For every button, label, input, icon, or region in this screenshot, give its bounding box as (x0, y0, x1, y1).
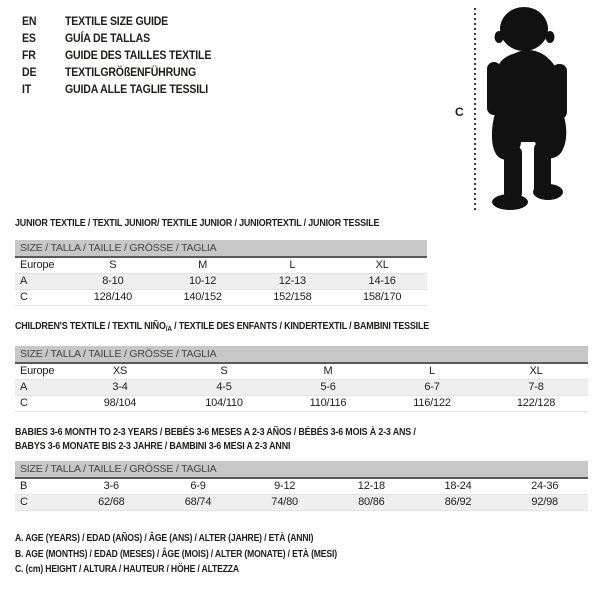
size-header-bar: SIZE / TALLA / TAILLE / GRÖSSE / TAGLIA (15, 346, 588, 364)
row-label: A (20, 275, 28, 287)
section-title-babies (15, 425, 416, 453)
size-cell: 92/98 (531, 496, 558, 508)
section-title-junior: JUNIOR TEXTILE / TEXTIL JUNIOR/ TEXTILE JUNIOR / JUNIORTEXTIL / JUNIOR TESSILE (15, 217, 380, 229)
size-cell: 86/92 (444, 496, 472, 508)
legend-notes (15, 531, 408, 578)
size-cell: M (323, 365, 333, 377)
guide-title: GUIDA ALLE TAGLIE TESSILI (65, 82, 209, 96)
size-cell: 18-24 (444, 480, 472, 492)
size-cell: 152/158 (273, 291, 312, 303)
size-cell: 80/86 (358, 496, 385, 508)
size-cell: XS (112, 365, 128, 377)
size-cell: L (429, 365, 435, 377)
size-cell: 74/80 (271, 496, 298, 508)
size-cell: 10-12 (189, 275, 217, 287)
language-code: FR (22, 48, 36, 62)
table-row (15, 258, 427, 274)
junior-size-table (15, 240, 427, 306)
language-row (22, 30, 231, 47)
size-cell: 122/128 (516, 397, 556, 409)
legend-note-c: C. (cm) HEIGHT / ALTURA / HAUTEUR / HÖHE / ALTEZZA (15, 563, 239, 575)
language-code: IT (22, 82, 32, 96)
size-cell: 116/122 (413, 397, 451, 409)
size-cell: 158/170 (362, 291, 402, 303)
babies-size-table (15, 461, 588, 511)
section-title-text: / TEXTILE DES ENFANTS / KINDERTEXTIL / BAMBINI TESSILE (171, 320, 430, 332)
guide-title: GUÍA DE TALLAS (65, 31, 150, 45)
size-cell: 128/140 (93, 291, 133, 303)
size-cell: 3-4 (112, 381, 128, 393)
children-size-table (15, 346, 588, 412)
row-label: A (20, 381, 28, 393)
height-measure-line (474, 8, 476, 210)
size-cell: 110/116 (309, 397, 347, 409)
language-code: EN (22, 14, 37, 28)
language-title-list (22, 13, 231, 98)
size-cell: 62/68 (98, 496, 125, 508)
table-row (15, 380, 588, 396)
height-label: C (455, 105, 464, 119)
table-row (15, 396, 588, 412)
size-cell: 8-10 (102, 275, 124, 287)
size-cell: L (289, 259, 296, 271)
size-cell: 7-8 (528, 381, 544, 393)
size-cell: 6-7 (424, 381, 440, 393)
size-cell: M (198, 259, 208, 271)
row-label: B (20, 480, 28, 492)
section-title-children (15, 319, 429, 336)
size-cell: XL (375, 259, 389, 271)
size-header-bar: SIZE / TALLA / TAILLE / GRÖSSE / TAGLIA (15, 240, 427, 258)
size-cell: 5-6 (320, 381, 336, 393)
size-cell: 140/152 (183, 291, 222, 303)
language-code: ES (22, 31, 36, 45)
size-cell: 98/104 (103, 397, 137, 409)
table-row (15, 479, 588, 495)
size-cell: 12-18 (357, 480, 385, 492)
guide-title: TEXTILGRÖßENFÜHRUNG (65, 65, 197, 79)
size-cell: 24-36 (531, 480, 559, 492)
language-code: DE (22, 65, 37, 79)
table-row (15, 495, 588, 511)
section-title-subscript: /A (165, 324, 172, 333)
size-cell: 14-16 (368, 275, 396, 287)
guide-title: TEXTILE SIZE GUIDE (65, 14, 169, 28)
size-cell: 4-5 (216, 381, 232, 393)
language-row (22, 13, 231, 30)
size-cell: XL (529, 365, 543, 377)
section-title-text: CHILDREN'S TEXTILE / TEXTIL NIÑO (15, 320, 166, 332)
size-cell: 68/74 (184, 496, 212, 508)
row-label: Europe (20, 365, 55, 377)
size-cell: 12-13 (278, 275, 306, 287)
table-row (15, 364, 588, 380)
table-row (15, 274, 427, 290)
legend-note-a: A. AGE (YEARS) / EDAD (AÑOS) / ÂGE (ANS) / ALTER (JAHRE) / ETÀ (ANNI) (15, 532, 314, 544)
guide-title: GUIDE DES TAILLES TEXTILE (65, 48, 212, 62)
size-cell: 3-6 (103, 480, 119, 492)
language-row (22, 64, 231, 81)
row-label: C (20, 496, 28, 508)
size-cell: S (109, 259, 117, 271)
size-cell: 6-9 (190, 480, 206, 492)
row-label: C (20, 397, 28, 409)
language-row (22, 47, 231, 64)
legend-note-b: B. AGE (MONTHS) / EDAD (MESES) / ÂGE (MOIS) / ALTER (MONATE) / ETÀ (MESI) (15, 547, 337, 560)
row-label: C (20, 291, 28, 303)
section-title-line: BABIES 3-6 MONTH TO 2-3 YEARS / BEBÉS 3-6 MESES A 2-3 AÑOS / BÉBÉS 3-6 MOIS À 2-3 ANS / (15, 426, 416, 438)
table-row (15, 290, 427, 306)
size-cell: 104/110 (205, 397, 243, 409)
size-header-bar: SIZE / TALLA / TAILLE / GRÖSSE / TAGLIA (15, 461, 588, 479)
size-cell: S (220, 365, 228, 377)
baby-silhouette-icon (486, 6, 590, 212)
size-cell: 9-12 (274, 480, 296, 492)
row-label: Europe (20, 259, 55, 271)
section-title-line: BABYS 3-6 MONATE BIS 2-3 JAHRE / BAMBINI 3-6 MESI A 2-3 ANNI (15, 440, 291, 452)
language-row (22, 81, 231, 98)
